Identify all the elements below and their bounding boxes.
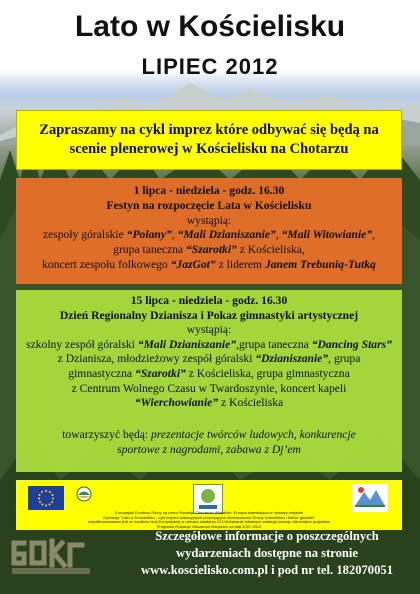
event-2-line-3: gimnastyczna “Szarotki” z Kościeliska, grupa gimnastyczna bbox=[68, 366, 350, 380]
sponsor-text: Europejski Fundusz Rolny na rzecz Rozwoju Obszarów Wiejskich: Europa inwestująca w obszary wiejskie Operacja "Lato w Kościelisku - cykl imprez wakacyjnych promujących mieszkańców Gminy Kościelisko i folklor góralski" współfinansowana jest ze środków Unii Europejskiej w ramach działania 413 Wdrażanie lokalnych strategii rozwoju dla małych projektów Programu Rozwoju Obszarów Wiejskich na lata 2007-2013 bbox=[88, 510, 330, 529]
poster-subtitle: LIPIEC 2012 bbox=[141, 54, 279, 79]
event-1-box bbox=[16, 178, 402, 284]
event-1-line-3: koncert zespołu folkowego “JazGot” z liderem Janem Trebunią-Tutką bbox=[42, 257, 376, 271]
intro-line-1: Zapraszamy na cykl imprez które odbywać się będą na bbox=[39, 122, 379, 138]
gokr-logo bbox=[10, 537, 94, 575]
eu-flag-logo bbox=[28, 486, 64, 510]
municipality-logo bbox=[352, 484, 388, 512]
footer-line-2: wydarzeniach dostępne na stronie bbox=[175, 546, 359, 560]
sponsors-box bbox=[16, 480, 402, 530]
event-2-line-1: szkolny zespół góralski “Mali Dzianiszanie”,grupa taneczna “Dancing Stars” bbox=[26, 337, 392, 351]
intro-line-2: scenie plenerowej w Kościelisku na Chotarzu bbox=[69, 141, 349, 157]
footer-line-1: Szczegółowe informacje o poszczególnych bbox=[155, 529, 379, 543]
intro-box bbox=[16, 110, 402, 170]
event-2-line-5: “Wierchowianie” z Kościeliska bbox=[134, 396, 284, 410]
event-2-performers-label: wystąpią: bbox=[186, 323, 232, 337]
event-2-date: 15 lipca - niedziela - godz. 16.30 bbox=[130, 294, 288, 307]
footer-info bbox=[120, 528, 414, 579]
event-2-line-4: z Centrum Wolnego Czasu w Twardoszynie, koncert kapeli bbox=[71, 381, 347, 395]
poster-title: Lato w Kościelisku bbox=[74, 10, 346, 43]
accompanying-line-1: towarzyszyć będą: prezentacje twórców ludowych, konkurencje bbox=[62, 428, 356, 441]
rural-development-logo bbox=[74, 486, 94, 508]
footer-contact: www.koscielisko.com.pl i pod nr tel. 182070051 bbox=[140, 563, 393, 577]
event-1-line-2: grupa taneczna “Szarotki” z Kościeliska, bbox=[113, 243, 305, 257]
accompanying-line-2: sportowe z nagrodami, zabawa z Dj’em bbox=[117, 442, 301, 456]
event-2-box bbox=[16, 290, 402, 426]
event-1-performers-label: wystąpią: bbox=[186, 213, 232, 227]
event-2-line-2: z Dzianisza, młodzieżowy zespół góralski “Dzianiszanie”, grupa bbox=[57, 352, 361, 366]
event-1-line-1: zespoły góralskie “Polany”, “Mali Dzianiszanie”, “Mali Witowianie”, bbox=[42, 228, 376, 242]
event-2-name: Dzień Regionalny Dzianisza i Pokaz gimnastyki artystycznej bbox=[59, 308, 359, 322]
event-1-name: Festyn na rozpoczęcie Lata w Kościelisku bbox=[106, 198, 312, 212]
event-1-date: 1 lipca - niedziela - godz. 16.30 bbox=[133, 184, 285, 197]
accompanying-events-box bbox=[16, 426, 402, 472]
